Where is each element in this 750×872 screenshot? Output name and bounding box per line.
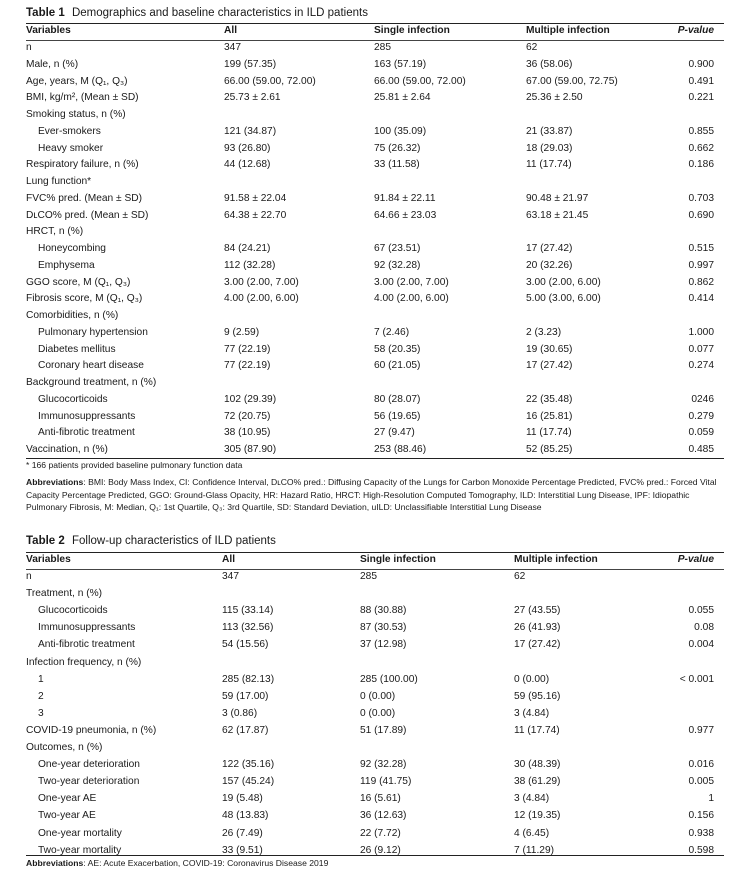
cell-pvalue: 0.077 [688, 343, 714, 355]
cell-variable: Age, years, M (Q₁, Q₃) [26, 75, 128, 87]
table2-row [26, 637, 724, 654]
cell-single: 119 (41.75) [360, 776, 412, 788]
cell-all: 3.00 (2.00, 7.00) [224, 276, 299, 288]
cell-single: 285 [374, 42, 391, 53]
table2-row [26, 826, 724, 843]
cell-all: 84 (24.21) [224, 243, 271, 254]
table1-row [26, 275, 724, 292]
table2-abbreviations [26, 857, 726, 870]
table1-row [26, 57, 724, 74]
cell-variable: Two-year mortality [38, 844, 122, 856]
cell-variable: Infection frequency, n (%) [26, 656, 142, 668]
cell-single: 75 (26.32) [374, 142, 421, 154]
cell-all: 38 (10.95) [224, 427, 271, 439]
table1-header-pvalue: P-value [677, 25, 714, 36]
cell-pvalue: 0.156 [688, 810, 714, 822]
cell-single: 36 (12.63) [360, 810, 407, 822]
table2-title: Follow-up characteristics of ILD patients [71, 535, 276, 547]
cell-variable: 3 [38, 707, 44, 719]
cell-all: 62 (17.87) [222, 724, 269, 736]
table1-row [26, 141, 724, 158]
cell-variable: Two-year AE [38, 810, 96, 822]
cell-all: 66.00 (59.00, 72.00) [224, 75, 316, 87]
table2-abbrev-text: : AE: Acute Exacerbation, COVID-19: Coronavirus Disease 2019 [83, 858, 329, 868]
cell-all: 77 (22.19) [224, 343, 271, 355]
cell-pvalue: 0.221 [688, 92, 714, 104]
cell-variable: Anti-fibrotic treatment [38, 639, 135, 651]
cell-variable: BMI, kg/m², (Mean ± SD) [26, 92, 139, 104]
table2-row [26, 603, 724, 620]
cell-multiple: 19 (30.65) [526, 343, 573, 355]
table1-footnote-star: * 166 patients provided baseline pulmonary function data [26, 460, 243, 470]
cell-single: 91.84 ± 22.11 [374, 192, 436, 204]
table1-row [26, 40, 724, 57]
cell-variable: Comorbidities, n (%) [26, 310, 119, 321]
table1-row [26, 241, 724, 258]
cell-all: 157 (45.24) [222, 776, 275, 788]
cell-variable: Vaccination, n (%) [26, 444, 108, 455]
cell-single: 22 (7.72) [360, 827, 401, 839]
cell-single: 33 (11.58) [374, 159, 420, 171]
cell-pvalue: 0.004 [688, 639, 714, 651]
cell-variable: Smoking status, n (%) [26, 109, 126, 120]
table2-abbrev-label: Abbreviations [26, 858, 84, 868]
cell-variable: Heavy smoker [38, 142, 104, 154]
table1-abbrev-label: Abbreviations [26, 477, 84, 487]
table2-header-row [26, 552, 724, 569]
table2-row [26, 723, 724, 740]
cell-all: 121 (34.87) [224, 125, 277, 137]
table1-row [26, 124, 724, 141]
cell-variable: GGO score, M (Q₁, Q₃) [26, 276, 131, 288]
cell-variable: Male, n (%) [26, 58, 79, 70]
cell-single: 25.81 ± 2.64 [374, 92, 431, 104]
table1-row [26, 425, 724, 442]
cell-single: 0 (0.00) [360, 707, 396, 719]
cell-variable: n [26, 571, 32, 582]
table1-row [26, 325, 724, 342]
cell-pvalue: 1 [708, 793, 714, 805]
cell-multiple: 62 [514, 571, 526, 582]
table2-caption [26, 535, 276, 547]
table2-row [26, 586, 724, 603]
cell-single: 4.00 (2.00, 6.00) [374, 293, 449, 305]
cell-variable: FVC% pred. (Mean ± SD) [26, 192, 142, 204]
cell-variable: 1 [38, 673, 44, 685]
cell-pvalue: 0.862 [688, 276, 714, 288]
cell-multiple: 63.18 ± 21.45 [526, 209, 589, 221]
cell-multiple: 16 (25.81) [526, 410, 573, 422]
cell-variable: One-year mortality [38, 827, 122, 839]
cell-pvalue: 0.414 [688, 293, 714, 305]
cell-all: 199 (57.35) [224, 58, 277, 70]
cell-single: 0 (0.00) [360, 690, 396, 702]
cell-multiple: 3 (4.84) [514, 793, 550, 805]
cell-single: 3.00 (2.00, 7.00) [374, 276, 449, 288]
cell-variable: COVID-19 pneumonia, n (%) [26, 724, 157, 736]
cell-pvalue: 0.08 [694, 622, 714, 634]
cell-multiple: 17 (27.42) [526, 243, 573, 254]
cell-variable: Coronary heart disease [38, 360, 144, 372]
cell-multiple: 26 (41.93) [514, 622, 561, 634]
cell-multiple: 0 (0.00) [514, 673, 550, 685]
table2-row [26, 706, 724, 723]
cell-single: 37 (12.98) [360, 639, 407, 651]
cell-multiple: 67.00 (59.00, 72.75) [526, 75, 618, 87]
cell-multiple: 4 (6.45) [514, 827, 550, 839]
cell-pvalue: 0246 [691, 393, 714, 405]
cell-variable: Respiratory failure, n (%) [26, 159, 139, 171]
cell-pvalue: 0.491 [688, 75, 714, 87]
cell-variable: Ever-smokers [38, 125, 101, 137]
table1-header-single: Single infection [374, 25, 450, 36]
cell-variable: Treatment, n (%) [26, 588, 103, 600]
cell-pvalue: 0.059 [688, 427, 714, 439]
cell-pvalue: 0.005 [688, 776, 714, 788]
cell-variable: Honeycombing [38, 243, 106, 254]
cell-single: 66.00 (59.00, 72.00) [374, 75, 466, 87]
table1-row [26, 308, 724, 325]
table1-header-all: All [224, 25, 238, 36]
cell-single: 64.66 ± 23.03 [374, 209, 437, 221]
table2-row [26, 689, 724, 706]
cell-pvalue: 0.662 [688, 142, 714, 154]
table1-row [26, 342, 724, 359]
cell-all: 26 (7.49) [222, 827, 263, 839]
table2-row [26, 808, 724, 825]
cell-all: 285 (82.13) [222, 673, 275, 685]
cell-multiple: 25.36 ± 2.50 [526, 92, 583, 104]
cell-pvalue: 0.977 [688, 724, 714, 736]
cell-all: 4.00 (2.00, 6.00) [224, 293, 299, 305]
table1-row [26, 291, 724, 308]
table1-caption [26, 7, 368, 19]
table2-header-variables: Variables [26, 554, 71, 565]
cell-pvalue: 0.690 [688, 209, 714, 221]
cell-variable: Pulmonary hypertension [38, 326, 148, 338]
cell-pvalue: < 0.001 [679, 673, 714, 685]
cell-all: 54 (15.56) [222, 639, 269, 651]
cell-single: 67 (23.51) [374, 243, 421, 254]
cell-all: 115 (33.14) [222, 605, 274, 617]
cell-multiple: 3 (4.84) [514, 707, 550, 719]
cell-multiple: 21 (33.87) [526, 125, 573, 137]
cell-variable: Glucocorticoids [38, 605, 108, 617]
table1-header-variables: Variables [26, 25, 71, 36]
table2-bottom-rule [26, 855, 724, 856]
cell-all: 59 (17.00) [222, 690, 269, 702]
cell-variable: One-year AE [38, 793, 97, 805]
cell-all: 64.38 ± 22.70 [224, 209, 287, 221]
cell-multiple: 38 (61.29) [514, 776, 561, 788]
table1-row [26, 208, 724, 225]
table1-header-row [26, 23, 724, 40]
cell-all: 3 (0.86) [222, 707, 258, 719]
table1-number: Table 1 [26, 7, 65, 19]
cell-single: 27 (9.47) [374, 427, 415, 439]
cell-all: 93 (26.80) [224, 142, 271, 154]
cell-multiple: 5.00 (3.00, 6.00) [526, 293, 601, 305]
cell-multiple: 22 (35.48) [526, 393, 573, 405]
cell-multiple: 30 (48.39) [514, 759, 561, 771]
table1-row [26, 107, 724, 124]
cell-variable: Anti-fibrotic treatment [38, 427, 135, 439]
table2-row [26, 757, 724, 774]
cell-multiple: 36 (58.06) [526, 58, 573, 70]
table2-number: Table 2 [26, 535, 65, 547]
table1-row [26, 224, 724, 241]
cell-pvalue: 0.855 [688, 125, 714, 137]
table2-header-multiple: Multiple infection [514, 554, 598, 565]
cell-all: 102 (29.39) [224, 393, 277, 405]
cell-single: 100 (35.09) [374, 125, 427, 137]
cell-variable: Emphysema [38, 259, 95, 271]
cell-single: 87 (30.53) [360, 622, 407, 634]
cell-single: 26 (9.12) [360, 844, 401, 856]
cell-multiple: 11 (17.74) [514, 724, 560, 736]
table1-abbrev-text: : BMI: Body Mass Index, CI: Confidence Interval, DʟCO% pred.: Diffusing Capacity of the Lungs for Carbon Monoxide Percentage Predicted, FVC% pred.: Forced Vital Capacity Percentage Predicted, GGO: Ground-Glass Opacity, HR: Hazard Ratio, HRCT: High-Resolution Computed Tomography, ILD: Interstitial Lung Disease, IPF: Idiopathic Pulmonary Fibrosis, M: Median, Q₁: 1st Quartile, Q₃: 3rd Quartile, SD: Standard Deviation, uILD: Unclassifiable Interstitial Lung Disease [26, 477, 717, 513]
table1-row [26, 392, 724, 409]
cell-multiple: 11 (17.74) [526, 427, 572, 439]
cell-pvalue: 0.997 [688, 259, 714, 271]
cell-single: 92 (32.28) [360, 759, 407, 771]
table2-row [26, 620, 724, 637]
cell-variable: Immunosuppressants [38, 410, 136, 422]
cell-multiple: 3.00 (2.00, 6.00) [526, 276, 601, 288]
table1-row [26, 375, 724, 392]
table2-row [26, 569, 724, 586]
cell-pvalue: 1.000 [688, 326, 714, 338]
cell-single: 88 (30.88) [360, 605, 407, 617]
cell-variable: Outcomes, n (%) [26, 742, 103, 753]
cell-all: 347 [224, 42, 241, 53]
cell-pvalue: 0.515 [688, 243, 714, 254]
cell-variable: Immunosuppressants [38, 622, 136, 634]
cell-variable: One-year deterioration [38, 759, 140, 771]
table2-row [26, 655, 724, 672]
cell-single: 16 (5.61) [360, 793, 401, 805]
cell-pvalue: 0.900 [688, 58, 714, 70]
cell-single: 285 (100.00) [360, 673, 418, 685]
cell-pvalue: 0.485 [688, 444, 714, 455]
cell-multiple: 7 (11.29) [514, 844, 555, 856]
cell-pvalue: 0.186 [688, 159, 714, 171]
cell-pvalue: 0.055 [688, 605, 714, 617]
table2-row [26, 774, 724, 791]
cell-multiple: 90.48 ± 21.97 [526, 192, 589, 204]
cell-multiple: 59 (95.16) [514, 690, 561, 702]
cell-single: 7 (2.46) [374, 326, 410, 338]
cell-all: 25.73 ± 2.61 [224, 92, 281, 104]
cell-multiple: 27 (43.55) [514, 605, 561, 617]
cell-single: 92 (32.28) [374, 259, 421, 271]
table1-row [26, 258, 724, 275]
cell-all: 112 (32.28) [224, 259, 276, 271]
cell-variable: Background treatment, n (%) [26, 377, 157, 388]
cell-single: 253 (88.46) [374, 444, 427, 455]
cell-all: 113 (32.56) [222, 622, 274, 634]
cell-all: 72 (20.75) [224, 410, 271, 422]
cell-single: 60 (21.05) [374, 360, 421, 372]
cell-all: 305 (87.90) [224, 444, 277, 455]
table1-row [26, 409, 724, 426]
cell-variable: Two-year deterioration [38, 776, 140, 788]
table1-row [26, 191, 724, 208]
table2-row [26, 791, 724, 808]
table1-row [26, 358, 724, 375]
cell-single: 56 (19.65) [374, 410, 421, 422]
table1-abbreviations [26, 476, 726, 514]
cell-multiple: 20 (32.26) [526, 259, 573, 271]
table1-row [26, 174, 724, 191]
cell-variable: 2 [38, 690, 44, 702]
cell-pvalue: 0.274 [688, 360, 714, 372]
cell-single: 80 (28.07) [374, 393, 421, 405]
table2-header-all: All [222, 554, 236, 565]
cell-all: 48 (13.83) [222, 810, 269, 822]
cell-variable: Glucocorticoids [38, 393, 108, 405]
cell-multiple: 2 (3.23) [526, 326, 562, 338]
table1-header-multiple: Multiple infection [526, 25, 610, 36]
table1-row [26, 90, 724, 107]
cell-all: 77 (22.19) [224, 360, 271, 372]
table1-row [26, 442, 724, 459]
cell-all: 33 (9.51) [222, 844, 263, 856]
table1-row [26, 74, 724, 91]
cell-variable: n [26, 42, 32, 53]
cell-all: 44 (12.68) [224, 159, 271, 171]
cell-all: 91.58 ± 22.04 [224, 192, 287, 204]
cell-single: 51 (17.89) [360, 724, 407, 736]
cell-variable: DʟCO% pred. (Mean ± SD) [26, 209, 149, 221]
cell-single: 58 (20.35) [374, 343, 421, 355]
cell-pvalue: 0.703 [688, 192, 714, 204]
cell-multiple: 11 (17.74) [526, 159, 572, 171]
cell-variable: Lung function* [26, 176, 92, 187]
table2-row [26, 740, 724, 757]
cell-all: 9 (2.59) [224, 326, 260, 338]
cell-multiple: 52 (85.25) [526, 444, 573, 455]
cell-pvalue: 0.598 [688, 844, 714, 856]
table2-header-pvalue: P-value [677, 554, 714, 565]
table1-row [26, 157, 724, 174]
cell-single: 285 [360, 571, 377, 582]
cell-variable: Diabetes mellitus [38, 343, 116, 355]
cell-all: 19 (5.48) [222, 793, 263, 805]
cell-multiple: 62 [526, 42, 538, 53]
cell-pvalue: 0.279 [688, 410, 714, 422]
cell-multiple: 12 (19.35) [514, 810, 561, 822]
cell-multiple: 17 (27.42) [514, 639, 561, 651]
cell-variable: HRCT, n (%) [26, 226, 84, 238]
cell-multiple: 17 (27.42) [526, 360, 573, 372]
cell-all: 347 [222, 571, 239, 582]
cell-variable: Fibrosis score, M (Q₁, Q₃) [26, 293, 143, 305]
table2-header-single: Single infection [360, 554, 436, 565]
table1-title: Demographics and baseline characteristics in ILD patients [71, 7, 368, 19]
cell-single: 163 (57.19) [374, 58, 427, 70]
cell-all: 122 (35.16) [222, 759, 275, 771]
table2-row [26, 672, 724, 689]
cell-pvalue: 0.016 [688, 759, 714, 771]
cell-pvalue: 0.938 [688, 827, 714, 839]
cell-multiple: 18 (29.03) [526, 142, 573, 154]
